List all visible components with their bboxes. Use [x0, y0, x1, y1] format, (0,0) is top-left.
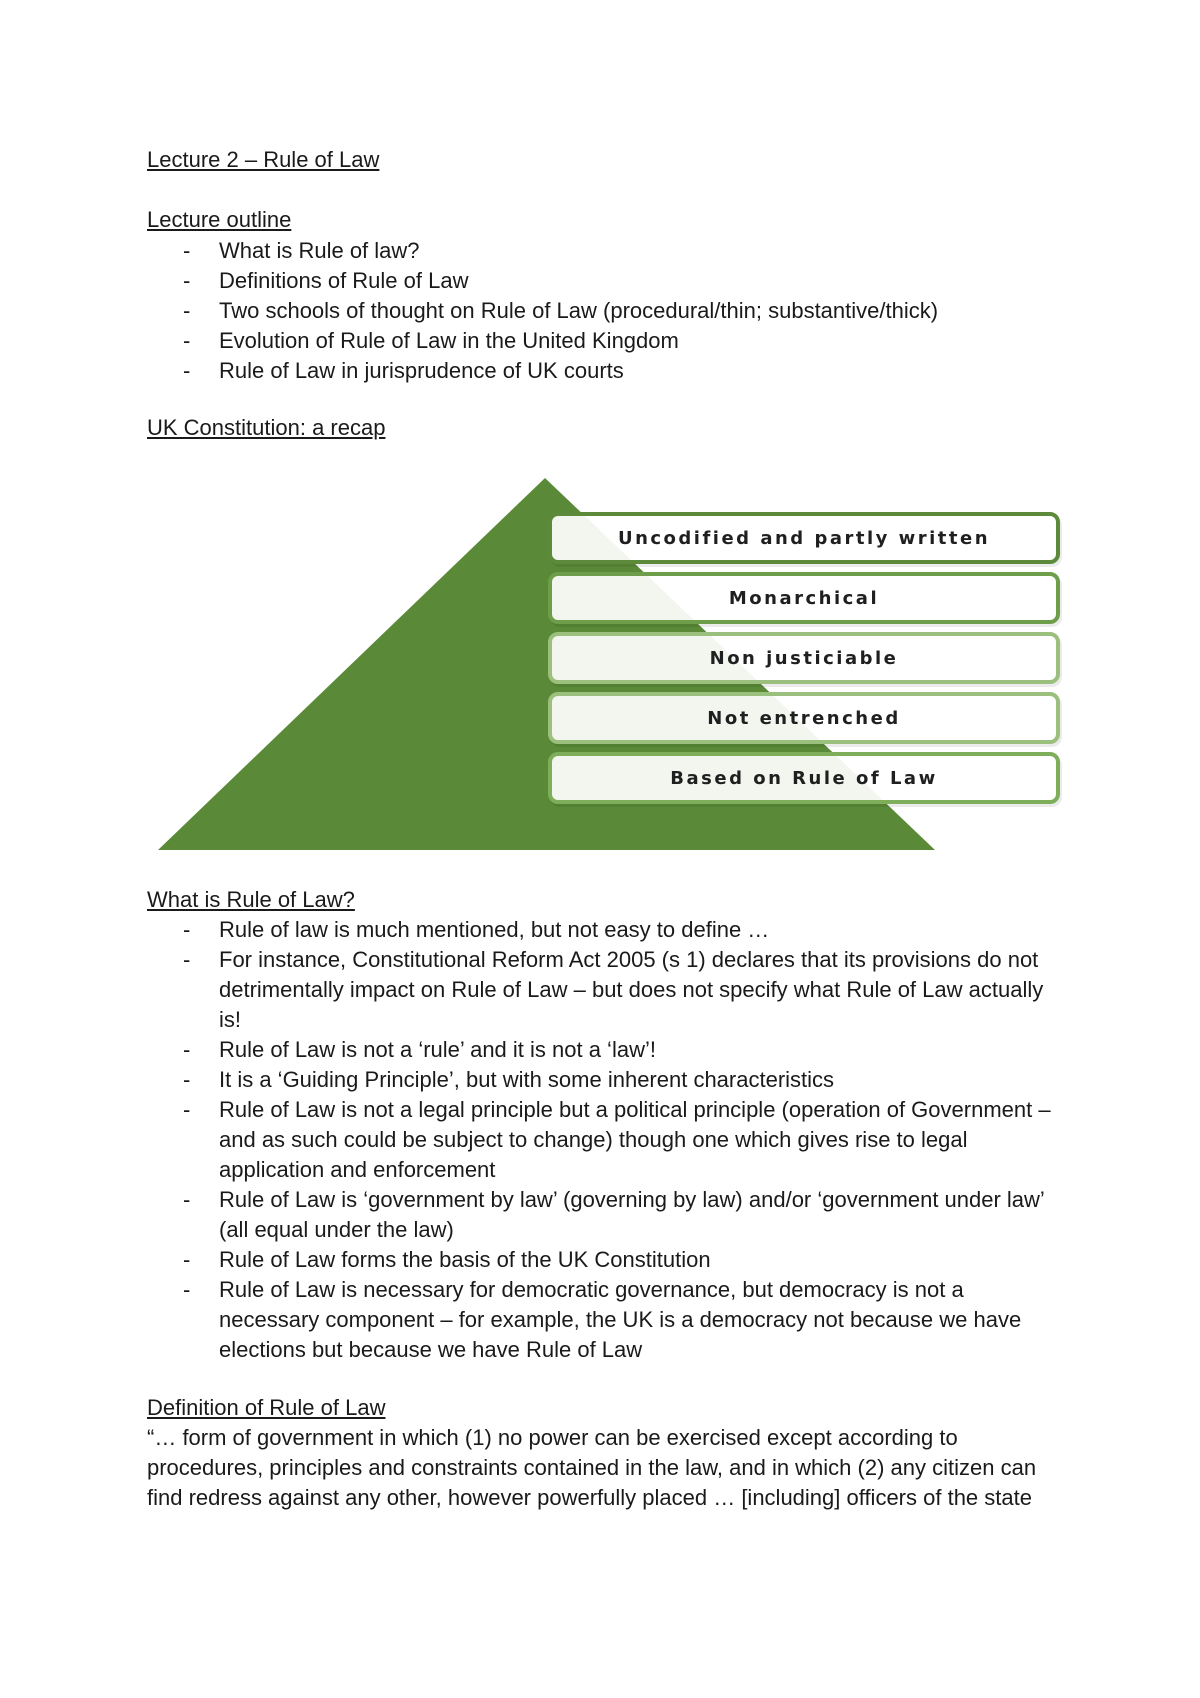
list-item: - Rule of Law is not a ‘rule’ and it is not a ‘law’!: [147, 1035, 1067, 1065]
pyramid-tier-non-justiciable: Non justiciable: [548, 632, 1060, 684]
list-item: - Rule of Law forms the basis of the UK Constitution: [147, 1245, 1067, 1275]
bullet-dash: -: [183, 268, 191, 293]
document-title: Lecture 2 – Rule of Law: [147, 147, 380, 172]
what-is-list: [147, 915, 1067, 1365]
bullet-dash: -: [183, 1277, 191, 1302]
constitution-pyramid-diagram: [150, 478, 1070, 858]
bullet-dash: -: [183, 1067, 191, 1092]
recap-heading: UK Constitution: a recap: [147, 415, 386, 440]
list-item: - Evolution of Rule of Law in the United Kingdom: [147, 326, 1067, 356]
bullet-dash: -: [183, 328, 191, 353]
list-item: - Rule of Law is ‘government by law’ (governing by law) and/or ‘government under law’ (all equal under the law): [183, 1187, 1044, 1242]
bullet-dash: -: [183, 358, 191, 383]
pyramid-tier-rule-of-law: Based on Rule of Law: [548, 752, 1060, 804]
bullet-dash: -: [183, 917, 191, 942]
definition-heading: Definition of Rule of Law: [147, 1395, 386, 1420]
pyramid-tier-uncodified: Uncodified and partly written: [548, 512, 1060, 564]
list-item: - It is a ‘Guiding Principle’, but with some inherent characteristics: [147, 1065, 1067, 1095]
list-item: - Rule of Law is necessary for democratic governance, but democracy is not a necessary component – for example, the UK is a democracy not because we have elections but because we have Rule of Law: [183, 1277, 1022, 1362]
outline-list: [147, 236, 1067, 386]
pyramid-tier-monarchical: Monarchical: [548, 572, 1060, 624]
outline-heading: Lecture outline: [147, 207, 292, 232]
list-item: - Definitions of Rule of Law: [147, 266, 1067, 296]
bullet-dash: -: [183, 298, 191, 323]
bullet-dash: -: [183, 1187, 191, 1212]
list-item: - What is Rule of law?: [147, 236, 1067, 266]
list-item: - Rule of Law in jurisprudence of UK courts: [147, 356, 1067, 386]
list-item: - Two schools of thought on Rule of Law (procedural/thin; substantive/thick): [147, 296, 1067, 326]
pyramid-tier-not-entrenched: Not entrenched: [548, 692, 1060, 744]
list-item: - For instance, Constitutional Reform Act 2005 (s 1) declares that its provisions do not detrimentally impact on Rule of Law – but does not specify what Rule of Law actually is!: [183, 947, 1044, 1032]
what-is-heading: What is Rule of Law?: [147, 887, 355, 912]
definition-quote: “… form of government in which (1) no power can be exercised except according to procedures, principles and constraints contained in the law, and in which (2) any citizen can find redress against any other, however powerfully placed … [including] officers of the state: [147, 1425, 1037, 1510]
bullet-dash: -: [183, 947, 191, 972]
list-item: - Rule of law is much mentioned, but not easy to define …: [147, 915, 1067, 945]
bullet-dash: -: [183, 1097, 191, 1122]
list-item: - Rule of Law is not a legal principle but a political principle (operation of Government – and as such could be subject to change) though one which gives rise to legal application and enforcement: [183, 1097, 1051, 1182]
bullet-dash: -: [183, 238, 191, 263]
bullet-dash: -: [183, 1037, 191, 1062]
bullet-dash: -: [183, 1247, 191, 1272]
